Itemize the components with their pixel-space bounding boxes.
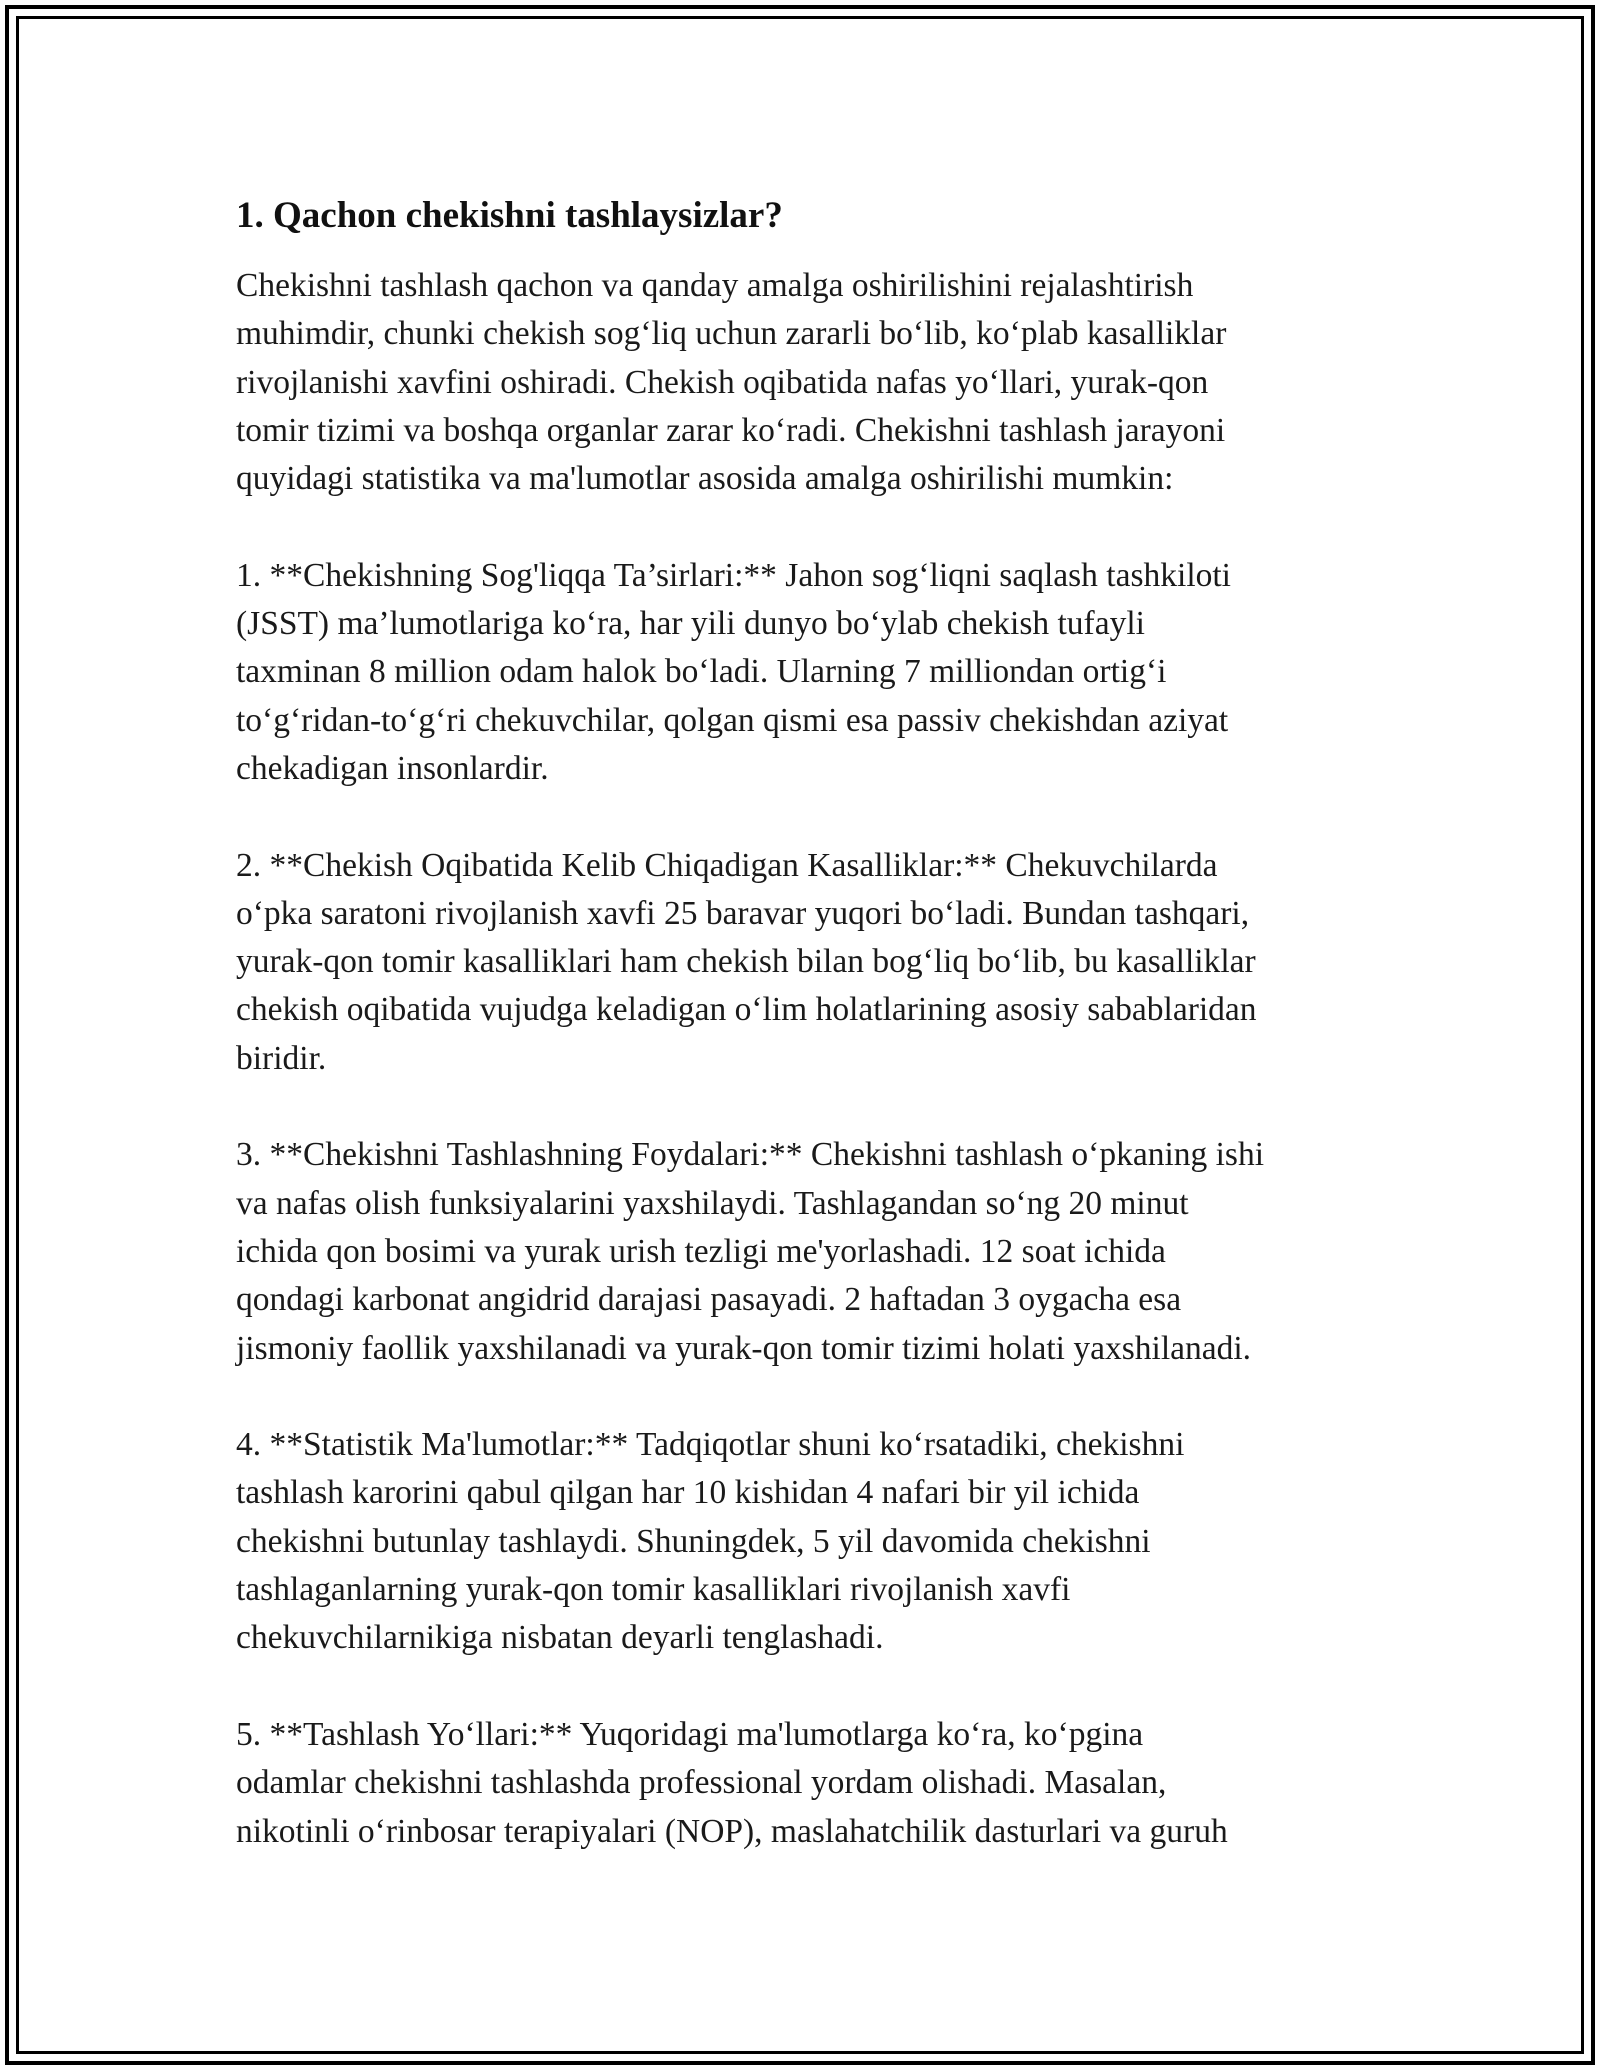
text-line: Chekishni tashlash qachon va qanday amalga oshirilishini rejalashtirish	[236, 267, 1194, 304]
text-line: 1. **Chekishning Sog'liqqa Ta’sirlari:** Jahon sog‘liqni saqlash tashkiloti	[236, 556, 1231, 594]
paragraph-item-3	[236, 1131, 1396, 1372]
text-line: muhimdir, chunki chekish sog‘liq uchun zararli bo‘lib, ko‘plab kasalliklar	[236, 315, 1227, 353]
text-line: tashlash karorini qabul qilgan har 10 kishidan 4 nafari bir yil ichida	[236, 1474, 1140, 1512]
text-line: tomir tizimi va boshqa organlar zarar ko‘radi. Chekishni tashlash jarayoni	[236, 411, 1226, 449]
text-line: biridir.	[236, 1039, 327, 1077]
paragraph-intro	[236, 262, 1396, 503]
paragraph-item-4	[236, 1421, 1396, 1662]
text-line: 5. **Tashlash Yo‘llari:** Yuqoridagi ma'lumotlarga ko‘ra, ko‘pgina	[236, 1715, 1144, 1753]
text-line: quyidagi statistika va ma'lumotlar asosida amalga oshirilishi mumkin:	[236, 460, 1174, 498]
text-line: 3. **Chekishni Tashlashning Foydalari:** Chekishni tashlash o‘pkaning ishi	[236, 1136, 1265, 1174]
text-line: nikotinli o‘rinbosar terapiyalari (NOP), maslahatchilik dasturlari va guruh	[236, 1812, 1228, 1850]
text-line: (JSST) ma’lumotlariga ko‘ra, har yili dunyo bo‘ylab chekish tufayli	[236, 605, 1145, 643]
document-page	[236, 190, 1396, 1856]
text-line: o‘pka saratoni rivojlanish xavfi 25 baravar yuqori bo‘ladi. Bundan tashqari,	[236, 894, 1250, 932]
text-line: yurak-qon tomir kasalliklari ham chekish bilan bog‘liq bo‘lib, bu kasalliklar	[236, 943, 1256, 981]
text-line: 4. **Statistik Ma'lumotlar:** Tadqiqotlar shuni ko‘rsatadiki, chekishni	[236, 1426, 1185, 1464]
text-line: chekish oqibatida vujudga keladigan o‘lim holatlarining asosiy sabablaridan	[236, 991, 1257, 1029]
paragraph-item-5	[236, 1711, 1396, 1856]
text-line: chekadigan insonlardir.	[236, 749, 549, 787]
text-line: rivojlanishi xavfini oshiradi. Chekish oqibatida nafas yo‘llari, yurak-qon	[236, 363, 1209, 401]
text-line: jismoniy faollik yaxshilanadi va yurak-qon tomir tizimi holati yaxshilanadi.	[236, 1329, 1252, 1367]
paragraph-item-1	[236, 552, 1396, 793]
text-line: tashlaganlarning yurak-qon tomir kasalliklari rivojlanish xavfi	[236, 1571, 1071, 1609]
text-line: taxminan 8 million odam halok bo‘ladi. Ularning 7 milliondan ortig‘i	[236, 653, 1167, 691]
text-line: odamlar chekishni tashlashda professional yordam olishadi. Masalan,	[236, 1764, 1167, 1802]
text-line: qondagi karbonat angidrid darajasi pasayadi. 2 haftadan 3 oygacha esa	[236, 1281, 1182, 1319]
text-line: chekuvchilarnikiga nisbatan deyarli tenglashadi.	[236, 1619, 884, 1657]
text-line: 2. **Chekish Oqibatida Kelib Chiqadigan Kasalliklar:** Chekuvchilarda	[236, 846, 1218, 884]
paragraph-item-2	[236, 842, 1396, 1083]
document-title: 1. Qachon chekishni tashlaysizlar?	[236, 195, 783, 236]
text-line: chekishni butunlay tashlaydi. Shuningdek, 5 yil davomida chekishni	[236, 1522, 1151, 1560]
text-line: to‘g‘ridan-to‘g‘ri chekuvchilar, qolgan qismi esa passiv chekishdan aziyat	[236, 701, 1229, 739]
text-line: va nafas olish funksiyalarini yaxshilaydi. Tashlagandan so‘ng 20 minut	[236, 1184, 1189, 1222]
text-line: ichida qon bosimi va yurak urish tezligi me'yorlashadi. 12 soat ichida	[236, 1232, 1166, 1270]
